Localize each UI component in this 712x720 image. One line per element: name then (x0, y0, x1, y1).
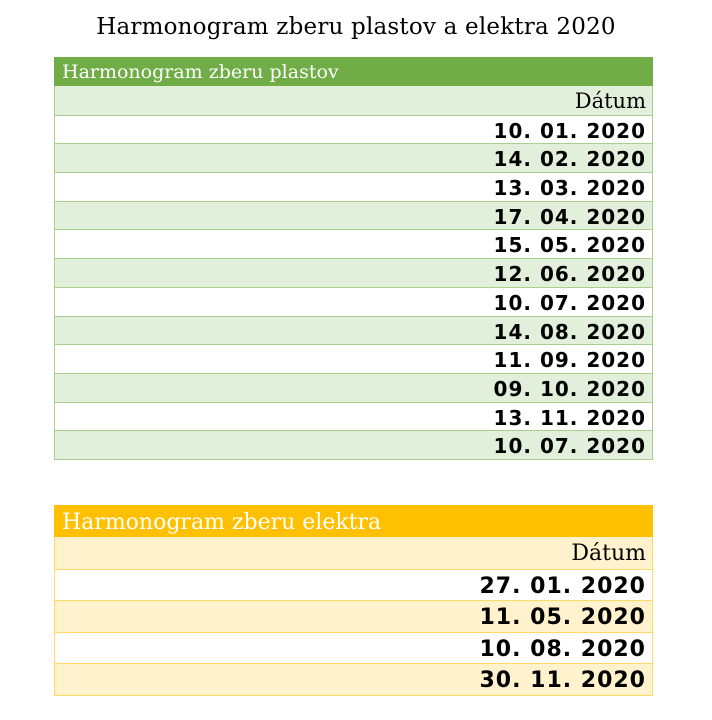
plastics-date-cell: 13. 03. 2020 (55, 172, 652, 201)
plastics-date-cell: 10. 01. 2020 (55, 115, 652, 144)
plastics-table-header: Harmonogram zberu plastov (54, 57, 653, 86)
page-title: Harmonogram zberu plastov a elektra 2020 (96, 14, 616, 40)
electronics-date-cell: 11. 05. 2020 (55, 600, 652, 632)
plastics-date-cell: 15. 05. 2020 (55, 229, 652, 258)
electronics-date-cell: 10. 08. 2020 (55, 632, 652, 664)
plastics-date-cell: 13. 11. 2020 (55, 402, 652, 431)
plastics-date-cell: 17. 04. 2020 (55, 201, 652, 230)
plastics-date-column-label: Dátum (55, 86, 652, 115)
electronics-date-cell: 27. 01. 2020 (55, 569, 652, 601)
electronics-date-cell: 30. 11. 2020 (55, 663, 652, 695)
plastics-date-cell: 14. 08. 2020 (55, 316, 652, 345)
plastics-date-cell: 14. 02. 2020 (55, 143, 652, 172)
plastics-schedule-table (54, 57, 653, 460)
electronics-schedule-table (54, 505, 653, 696)
electronics-date-column-label: Dátum (55, 537, 652, 569)
plastics-date-cell: 10. 07. 2020 (55, 430, 652, 459)
plastics-date-cell: 10. 07. 2020 (55, 287, 652, 316)
plastics-date-cell: 09. 10. 2020 (55, 373, 652, 402)
electronics-table-header: Harmonogram zberu elektra (54, 505, 653, 537)
plastics-date-cell: 11. 09. 2020 (55, 344, 652, 373)
plastics-date-cell: 12. 06. 2020 (55, 258, 652, 287)
